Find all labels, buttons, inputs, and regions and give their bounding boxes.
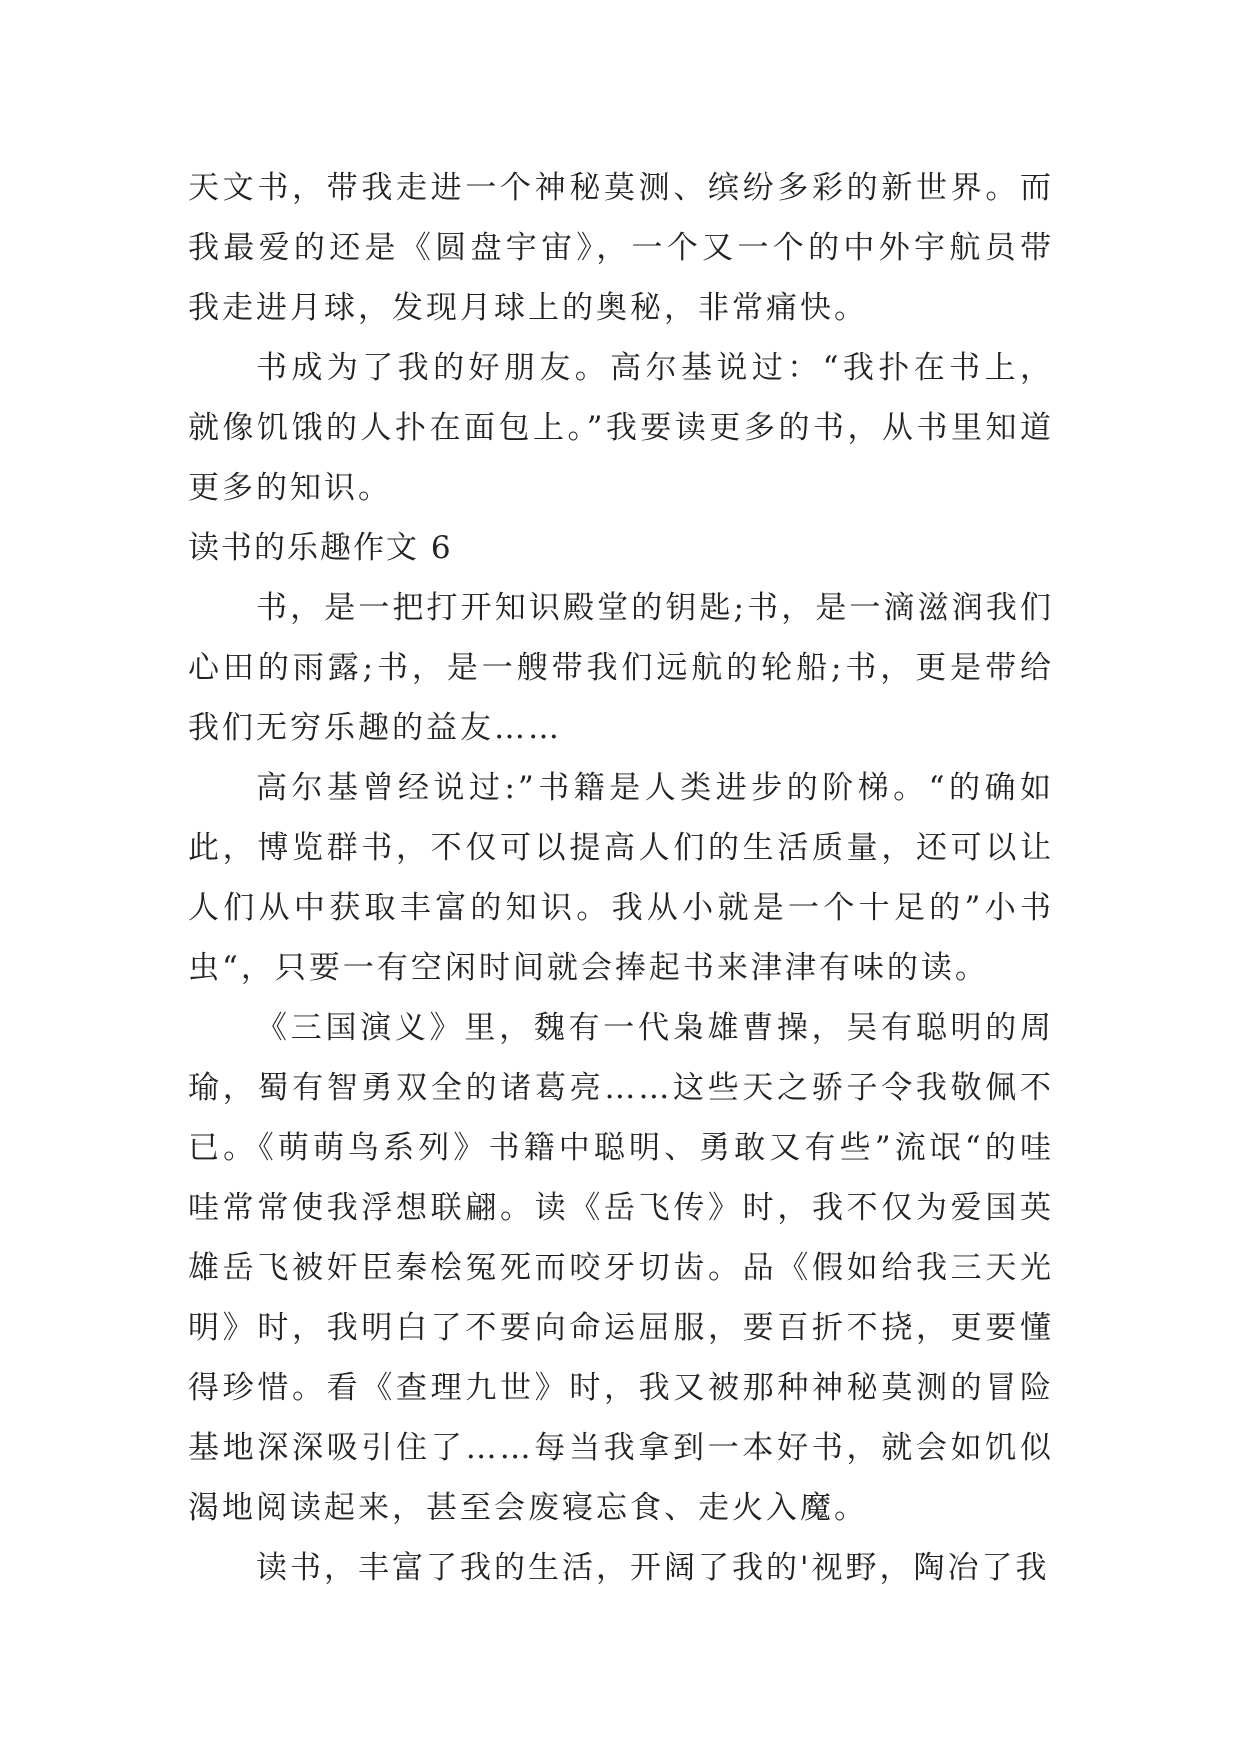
paragraph-key-metaphor: 书，是一把打开知识殿堂的钥匙;书，是一滴滋润我们心田的雨露;书，是一艘带我们远航的轮船;书，更是带给我们无穷乐趣的益友……: [188, 590, 1054, 746]
paragraph-gorky-quote: 高尔基曾经说过:”书籍是人类进步的阶梯。“的确如此，博览群书，不仅可以提高人们的生活质量，还可以让人们从中获取丰富的知识。我从小就是一个十足的”小书虫“，只要一有空闲时间就会捧起书来津津有味的读。: [188, 770, 1054, 986]
paragraph-book-examples: 《三国演义》里，魏有一代枭雄曹操，吴有聪明的周瑜，蜀有智勇双全的诸葛亮……这些天之骄子令我敬佩不已。《萌萌鸟系列》书籍中聪明、勇敢又有些”流氓“的哇哇常常使我浮想联翩。读《岳飞传》时，我不仅为爱国英雄岳飞被奸臣秦桧冤死而咬牙切齿。品《假如给我三天光明》时，我明白了不要向命运屈服，要百折不挠，更要懂得珍惜。看《查理九世》时，我又被那种神秘莫测的冒险基地深深吸引住了……每当我拿到一本好书，就会如饥似渴地阅读起来，甚至会废寝忘食、走火入魔。: [188, 1010, 1054, 1526]
paragraph-friend: 书成为了我的好朋友。高尔基说过：“我扑在书上，就像饥饿的人扑在面包上。”我要读更多的书，从书里知道更多的知识。: [188, 350, 1054, 506]
section-title: 读书的乐趣作文 6: [188, 530, 453, 566]
document-body: [188, 158, 1054, 1598]
paragraph-reading-benefits: 读书，丰富了我的生活，开阔了我的'视野，陶冶了我: [256, 1550, 1050, 1586]
continued-paragraph: 天文书，带我走进一个神秘莫测、缤纷多彩的新世界。而我最爱的还是《圆盘宇宙》，一个又一个的中外宇航员带我走进月球，发现月球上的奥秘，非常痛快。: [188, 170, 1054, 326]
